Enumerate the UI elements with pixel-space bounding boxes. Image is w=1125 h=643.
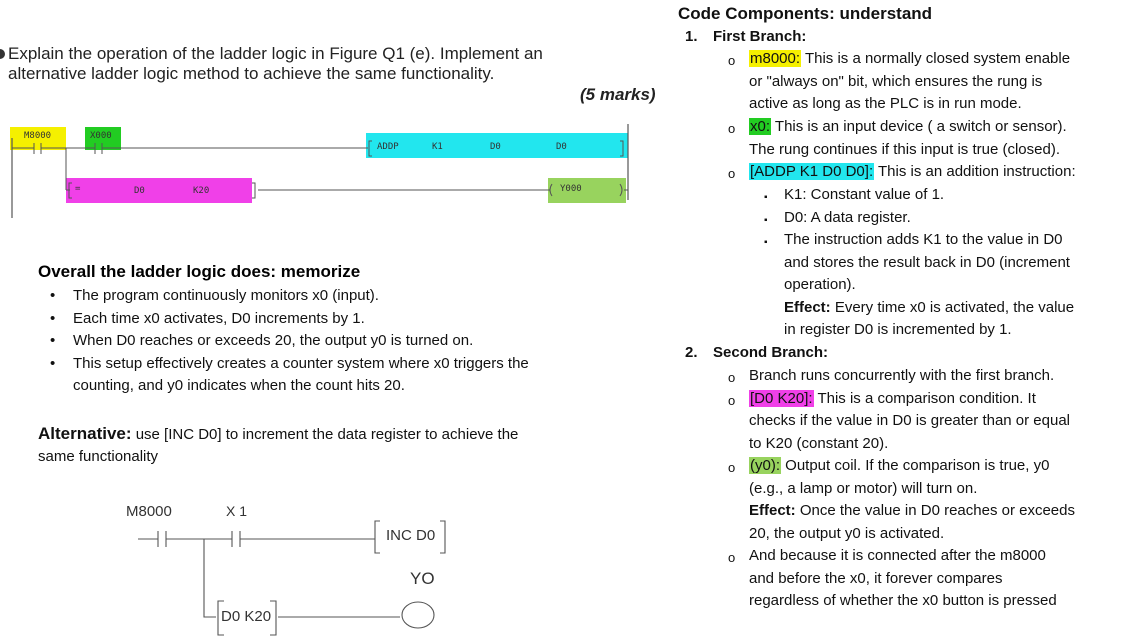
sub-bullet-marker: o (728, 370, 736, 385)
last-line-2: and before the x0, it forever compares (749, 570, 1003, 587)
highlight-addp-text: [ADDP K1 D0 D0]: (750, 163, 874, 180)
ladder-instr-d0-dst: D0 (556, 142, 567, 152)
effect-2-line-2: 20, the output y0 is activated. (749, 525, 945, 542)
branch-2-concurrent: Branch runs concurrently with the first branch. (749, 367, 1055, 384)
highlight-y0-text: (y0): (750, 457, 780, 474)
compare-line-3: to K20 (constant 20). (749, 435, 889, 452)
sub-bullet-marker: o (728, 460, 736, 475)
code-components-title: Code Components: understand (678, 4, 933, 23)
ladder-instr-d0-src: D0 (490, 142, 501, 152)
overall-heading: Overall the ladder logic does: memorize (38, 262, 361, 281)
alternative-block (38, 423, 598, 468)
sub-adds-1: The instruction adds K1 to the value in D0 (784, 231, 1063, 248)
x0-line-1 (749, 116, 1067, 139)
overall-bullet: • Each time x0 activates, D0 increments by 1. (50, 308, 610, 331)
y0-desc: Output coil. If the comparison is true, y0 (781, 457, 1050, 474)
x0-desc: This is an input device ( a switch or sensor). (771, 118, 1067, 135)
compare-line-2: checks if the value in D0 is greater than or equal (749, 412, 1071, 429)
compare-desc: This is a comparison condition. It (813, 390, 1036, 407)
m8000-line-2: or "always on" bit, which ensures the rung is (749, 73, 1043, 90)
sub-d0: D0: A data register. (784, 209, 911, 226)
question-bullet-fragment (0, 49, 5, 59)
overall-bullet: • This setup effectively creates a counter system where x0 triggers the (50, 353, 610, 376)
alternative-text-2: same functionality (38, 448, 159, 465)
ladder-instr-op: ADDP (377, 142, 399, 152)
effect-2-text: Once the value in D0 reaches or exceeds (795, 502, 1075, 519)
sub-k1: K1: Constant value of 1. (784, 186, 945, 203)
sub-adds-3: operation). (784, 276, 856, 293)
ladder-instr-k1: K1 (432, 142, 443, 152)
code-components-panel (678, 0, 1118, 643)
last-line-1: And because it is connected after the m8000 (749, 547, 1046, 564)
effect-1-line-1 (784, 297, 1074, 320)
sub-bullet-marker: o (728, 550, 736, 565)
addp-desc: This is an addition instruction: (874, 163, 1076, 180)
alternative-label: Alternative: (38, 424, 132, 443)
sketch-contact-x1: X 1 (226, 503, 248, 519)
branch-1-number: 1. (685, 28, 698, 45)
sub-bullet-marker: o (728, 121, 736, 136)
sub-bullet-marker: o (728, 166, 736, 181)
addp-line-1 (749, 161, 1076, 184)
m8000-desc: This is a normally closed system enable (801, 50, 1071, 67)
square-bullet-marker: ▪ (764, 192, 768, 203)
m8000-line-1 (749, 48, 1070, 71)
ladder-contact-x000: X000 (90, 131, 112, 141)
compare-line-1 (749, 388, 1036, 411)
sub-bullet-marker: o (728, 393, 736, 408)
highlight-m8000-text: m8000: (750, 50, 801, 67)
sketch-coil-y0: YO (410, 569, 435, 588)
sketch-contact-m8000: M8000 (126, 503, 172, 520)
alternative-text-1: use [INC D0] to increment the data register to achieve the (131, 426, 519, 443)
effect-1-line-2: in register D0 is incremented by 1. (784, 321, 1012, 338)
overall-bullet-list (50, 285, 610, 375)
alternative-sketch (100, 495, 460, 643)
x0-line-2: The rung continues if this input is true (closed). (749, 141, 1060, 158)
sub-bullet-marker: o (728, 53, 736, 68)
sketch-box-d0-k20: D0 K20 (221, 608, 272, 625)
effect-2-label: Effect: (749, 502, 796, 519)
ladder-compare-op: = (75, 184, 81, 194)
highlight-compare-text: [D0 K20]: (750, 390, 813, 407)
question-marks: (5 marks) (580, 85, 656, 104)
highlight-x0-text: x0: (750, 118, 771, 135)
question-line-2: alternative ladder logic method to achieve the same functionality. (8, 64, 495, 83)
y0-line-1 (749, 455, 1049, 478)
question-text (8, 44, 598, 84)
branch-2-title: Second Branch: (713, 344, 829, 361)
sketch-box-inc-d0: INC D0 (386, 527, 436, 544)
square-bullet-marker: ▪ (764, 215, 768, 226)
ladder-compare-d0: D0 (134, 186, 145, 196)
y0-line-2: (e.g., a lamp or motor) will turn on. (749, 480, 978, 497)
ladder-contact-m8000: M8000 (24, 131, 52, 141)
question-line-1: Explain the operation of the ladder logic in Figure Q1 (e). Implement an (8, 44, 543, 63)
ladder-coil-y000: Y000 (560, 184, 582, 194)
effect-2-line-1 (749, 500, 1075, 523)
overall-bullet: • The program continuously monitors x0 (input). (50, 285, 610, 308)
sub-adds-2: and stores the result back in D0 (increment (784, 254, 1070, 271)
overall-bullet-continuation: counting, and y0 indicates when the count hits 20. (73, 377, 405, 394)
effect-1-label: Effect: (784, 299, 831, 316)
effect-1-text: Every time x0 is activated, the value (830, 299, 1075, 316)
branch-1-title: First Branch: (713, 28, 807, 45)
last-line-3: regardless of whether the x0 button is pressed (749, 592, 1057, 609)
branch-2-number: 2. (685, 344, 698, 361)
ladder-compare-k20: K20 (193, 186, 210, 196)
square-bullet-marker: ▪ (764, 237, 768, 248)
overall-bullet: • When D0 reaches or exceeds 20, the output y0 is turned on. (50, 330, 610, 353)
ladder-diagram (0, 118, 640, 218)
m8000-line-3: active as long as the PLC is in run mode. (749, 95, 1022, 112)
